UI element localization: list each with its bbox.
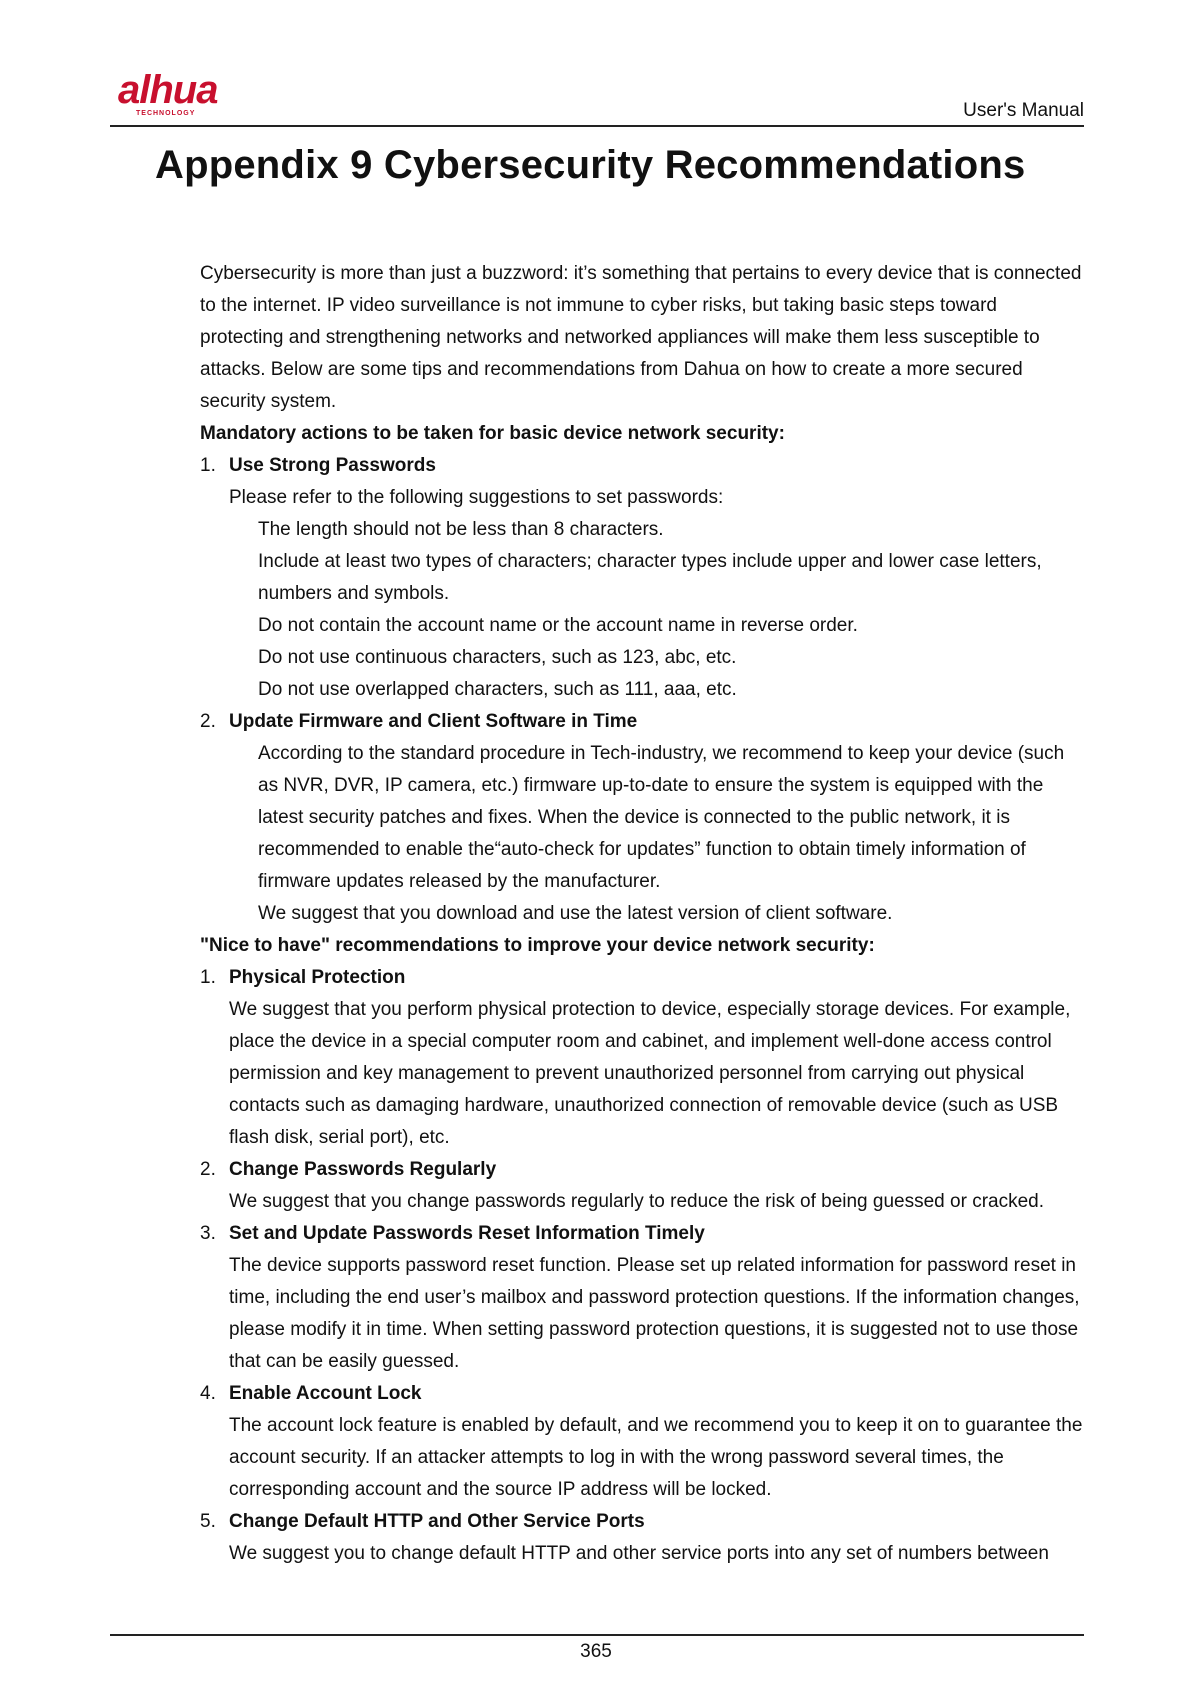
- mandatory-item-2: [200, 706, 1085, 930]
- item-number: 1.: [200, 967, 216, 988]
- page-number: 365: [580, 1641, 612, 1662]
- item-body: The account lock feature is enabled by default, and we recommend you to keep it on to guarantee the account security. If an attacker attempts to log in with the wrong password several times, the corresponding account and the source IP address will be locked.: [229, 1415, 1083, 1500]
- item-title: Update Firmware and Client Software in Time: [229, 711, 638, 732]
- bullet-item: According to the standard procedure in Tech-industry, we recommend to keep your device (such as NVR, DVR, IP camera, etc.) firmware up-to-date to ensure the system is equipped with the latest security patches and fixes. When the device is connected to the public network, it is recommended to enable the“auto-check for updates” function to obtain timely information of firmware updates released by the manufacturer.: [258, 743, 1065, 892]
- item-body: We suggest that you perform physical protection to device, especially storage devices. For example, place the device in a special computer room and cabinet, and implement well-done access control permission and key management to prevent unauthorized personnel from carrying out physical contacts such as damaging hardware, unauthorized connection of removable device (such as USB flash disk, serial port), etc.: [229, 999, 1071, 1148]
- item-lead: Please refer to the following suggestions to set passwords:: [229, 487, 724, 508]
- item-title: Change Default HTTP and Other Service Ports: [229, 1511, 645, 1532]
- item-title: Physical Protection: [229, 967, 406, 988]
- nice-item-1: [200, 962, 1085, 1154]
- page-title: Appendix 9 Cybersecurity Recommendations: [155, 143, 1026, 187]
- nice-item-3: [200, 1218, 1085, 1378]
- item-number: 1.: [200, 455, 216, 476]
- item-number: 2.: [200, 711, 216, 732]
- bullet-item: Do not contain the account name or the account name in reverse order.: [258, 615, 858, 636]
- item-number: 4.: [200, 1383, 216, 1404]
- bullet-item: Include at least two types of characters; character types include upper and lower case letters, numbers and symbols.: [258, 551, 1042, 604]
- item-title: Use Strong Passwords: [229, 455, 436, 476]
- bullet-item: We suggest that you download and use the latest version of client software.: [258, 903, 893, 924]
- item-number: 2.: [200, 1159, 216, 1180]
- mandatory-item-1: [200, 450, 1085, 706]
- footer-divider: [110, 1634, 1084, 1636]
- header-divider: [110, 125, 1084, 127]
- nice-item-4: [200, 1378, 1085, 1506]
- item-title: Enable Account Lock: [229, 1383, 422, 1404]
- logo-subtext: TECHNOLOGY: [136, 110, 196, 117]
- dahua-logo: [118, 68, 218, 117]
- item-title: Change Passwords Regularly: [229, 1159, 497, 1180]
- item-body: We suggest that you change passwords regularly to reduce the risk of being guessed or cracked.: [229, 1191, 1044, 1212]
- bullet-item: Do not use continuous characters, such as 123, abc, etc.: [258, 647, 737, 668]
- nice-to-have-heading: "Nice to have" recommendations to improve your device network security:: [200, 935, 875, 956]
- logo-text: alhua: [118, 68, 218, 112]
- document-body: [200, 258, 1085, 1570]
- mandatory-heading: Mandatory actions to be taken for basic device network security:: [200, 423, 785, 444]
- bullet-item: Do not use overlapped characters, such as 111, aaa, etc.: [258, 679, 737, 700]
- item-body: We suggest you to change default HTTP and other service ports into any set of numbers between: [229, 1543, 1049, 1564]
- item-title: Set and Update Passwords Reset Information Timely: [229, 1223, 705, 1244]
- item-body: The device supports password reset function. Please set up related information for password reset in time, including the end user’s mailbox and password protection questions. If the information changes, please modify it in time. When setting password protection questions, it is suggested not to use those that can be easily guessed.: [229, 1255, 1080, 1372]
- header-title: User's Manual: [963, 100, 1084, 121]
- nice-item-2: [200, 1154, 1085, 1218]
- intro-paragraph: Cybersecurity is more than just a buzzword: it’s something that pertains to every device that is connected to the internet. IP video surveillance is not immune to cyber risks, but taking basic steps toward protecting and strengthening networks and networked appliances will make them less susceptible to attacks. Below are some tips and recommendations from Dahua on how to create a more secured security system.: [200, 263, 1082, 412]
- item-number: 3.: [200, 1223, 216, 1244]
- nice-item-5: [200, 1506, 1085, 1570]
- bullet-item: The length should not be less than 8 characters.: [258, 519, 664, 540]
- item-number: 5.: [200, 1511, 216, 1532]
